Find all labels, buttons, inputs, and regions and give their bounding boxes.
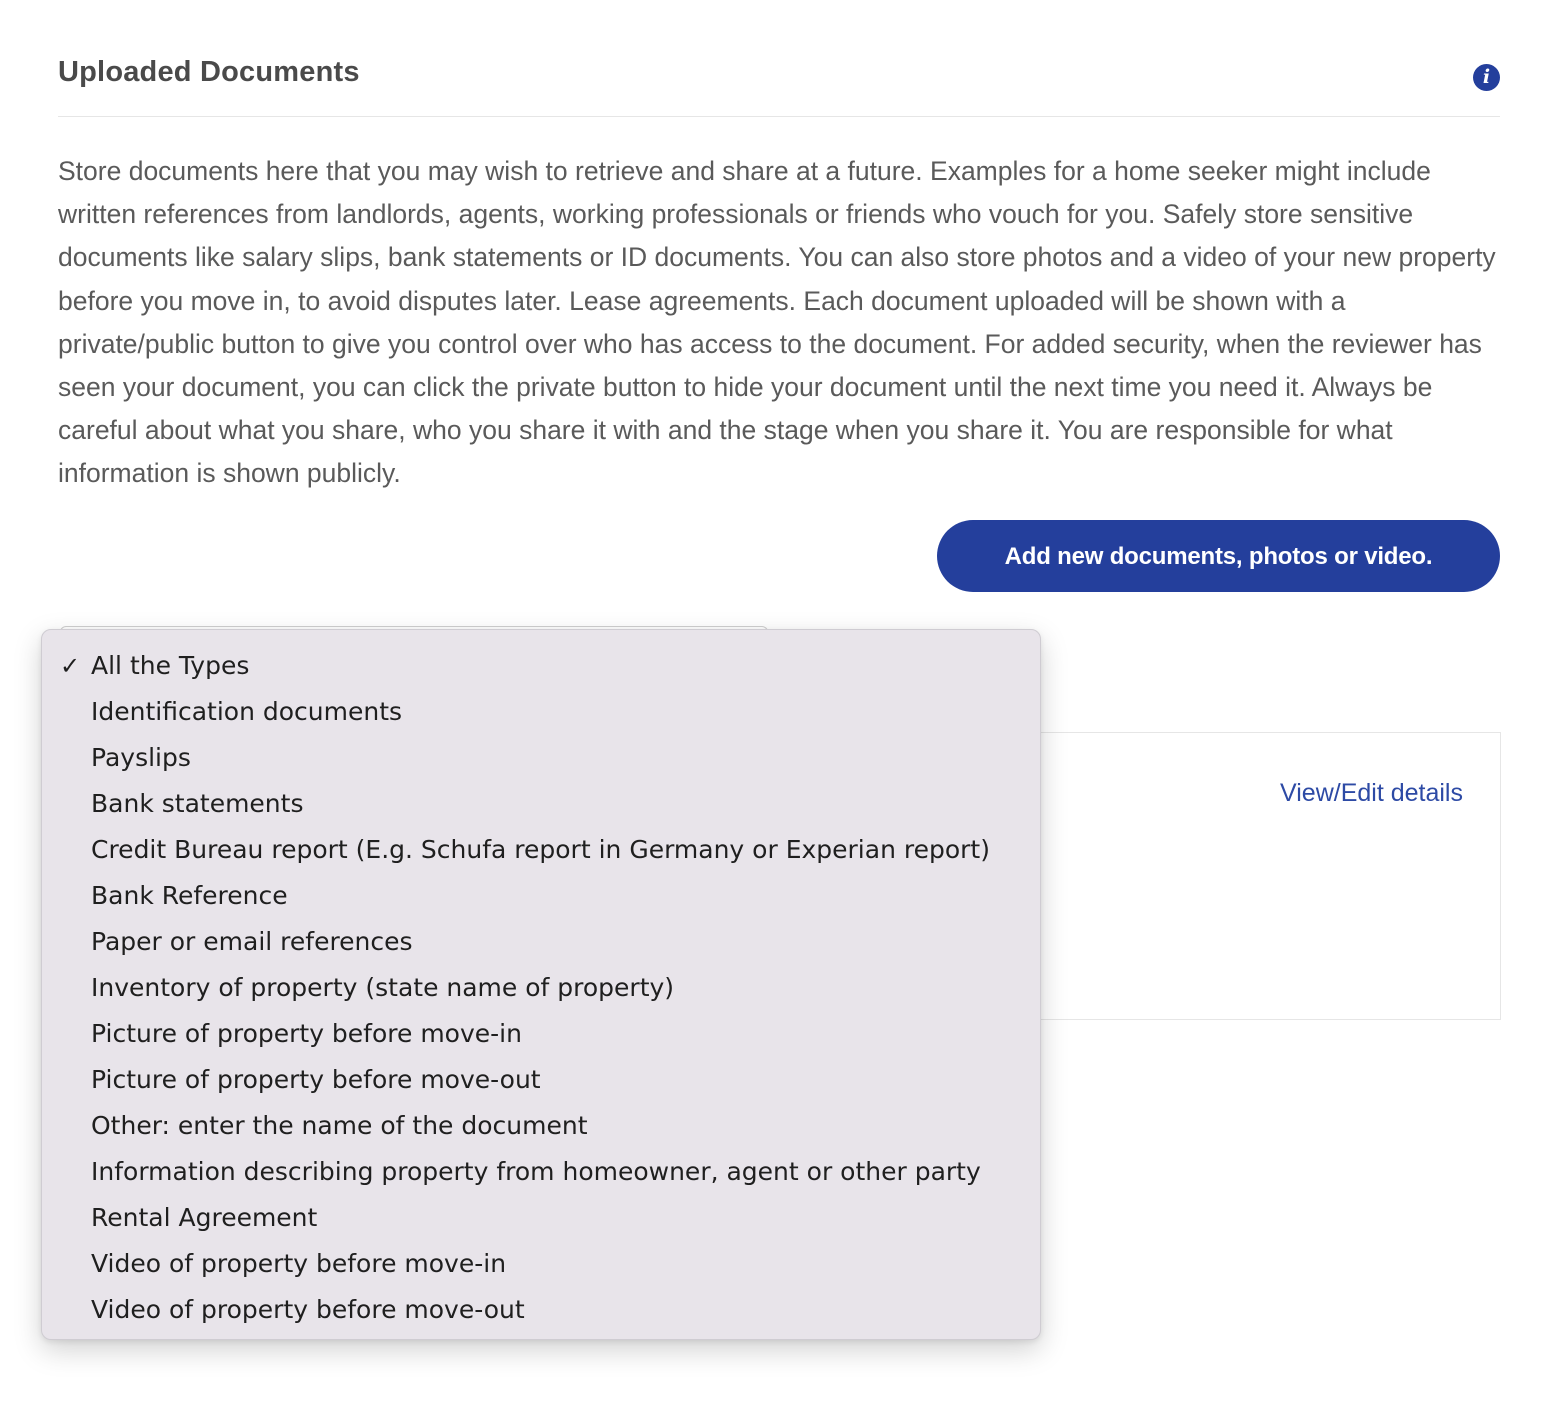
dropdown-option-picture-move-in[interactable]: [42, 1011, 1040, 1057]
option-label: Credit Bureau report (E.g. Schufa report in Germany or Experian report): [91, 835, 990, 864]
document-type-dropdown-menu[interactable]: [41, 629, 1041, 1340]
dropdown-option-identification[interactable]: [42, 689, 1040, 735]
document-card: [1000, 732, 1501, 1020]
view-edit-details-link[interactable]: View/Edit details: [1280, 779, 1463, 807]
dropdown-option-bank-statements[interactable]: [42, 781, 1040, 827]
option-label: Picture of property before move-out: [91, 1065, 541, 1094]
dropdown-option-other[interactable]: [42, 1103, 1040, 1149]
option-label: Payslips: [91, 743, 191, 772]
info-icon[interactable]: i: [1473, 64, 1500, 91]
option-label: Rental Agreement: [91, 1203, 318, 1232]
dropdown-option-credit-bureau[interactable]: [42, 827, 1040, 873]
option-label: All the Types: [91, 651, 250, 680]
option-label: Bank statements: [91, 789, 304, 818]
option-label: Other: enter the name of the document: [91, 1111, 588, 1140]
option-label: Video of property before move-in: [91, 1249, 507, 1278]
dropdown-option-all-types[interactable]: [42, 643, 1040, 689]
dropdown-option-payslips[interactable]: [42, 735, 1040, 781]
option-label: Paper or email references: [91, 927, 413, 956]
dropdown-option-references[interactable]: [42, 919, 1040, 965]
checkmark-icon: ✓: [60, 652, 81, 680]
dropdown-option-video-move-in[interactable]: [42, 1241, 1040, 1287]
add-new-documents-button[interactable]: Add new documents, photos or video.: [937, 520, 1500, 592]
dropdown-option-property-info[interactable]: [42, 1149, 1040, 1195]
option-label: Bank Reference: [91, 881, 288, 910]
section-header: [58, 50, 1500, 117]
dropdown-option-video-move-out[interactable]: [42, 1287, 1040, 1333]
option-label: Information describing property from homeowner, agent or other party: [91, 1157, 981, 1186]
option-label: Inventory of property (state name of property): [91, 973, 675, 1002]
page-title: Uploaded Documents: [58, 56, 360, 88]
dropdown-option-picture-move-out[interactable]: [42, 1057, 1040, 1103]
option-label: Identification documents: [91, 697, 403, 726]
dropdown-option-rental-agreement[interactable]: [42, 1195, 1040, 1241]
option-label: Video of property before move-out: [91, 1295, 525, 1324]
option-label: Picture of property before move-in: [91, 1019, 522, 1048]
section-description: Store documents here that you may wish to retrieve and share at a future. Examples for a home seeker might include written references from landlords, agents, working professionals or friends who vouch for you. Safely store sensitive documents like salary slips, bank statements or ID documents. You can also store photos and a video of your new property before you move in, to avoid disputes later. Lease agreements. Each document uploaded will be shown with a private/public button to give you control over who has access to the document. For added security, when the reviewer has seen your document, you can click the private button to hide your document until the next time you need it. Always be careful about what you share, who you share it with and the stage when you share it. You are responsible for what information is shown publicly.: [58, 156, 1496, 489]
dropdown-option-bank-reference[interactable]: [42, 873, 1040, 919]
dropdown-option-inventory[interactable]: [42, 965, 1040, 1011]
